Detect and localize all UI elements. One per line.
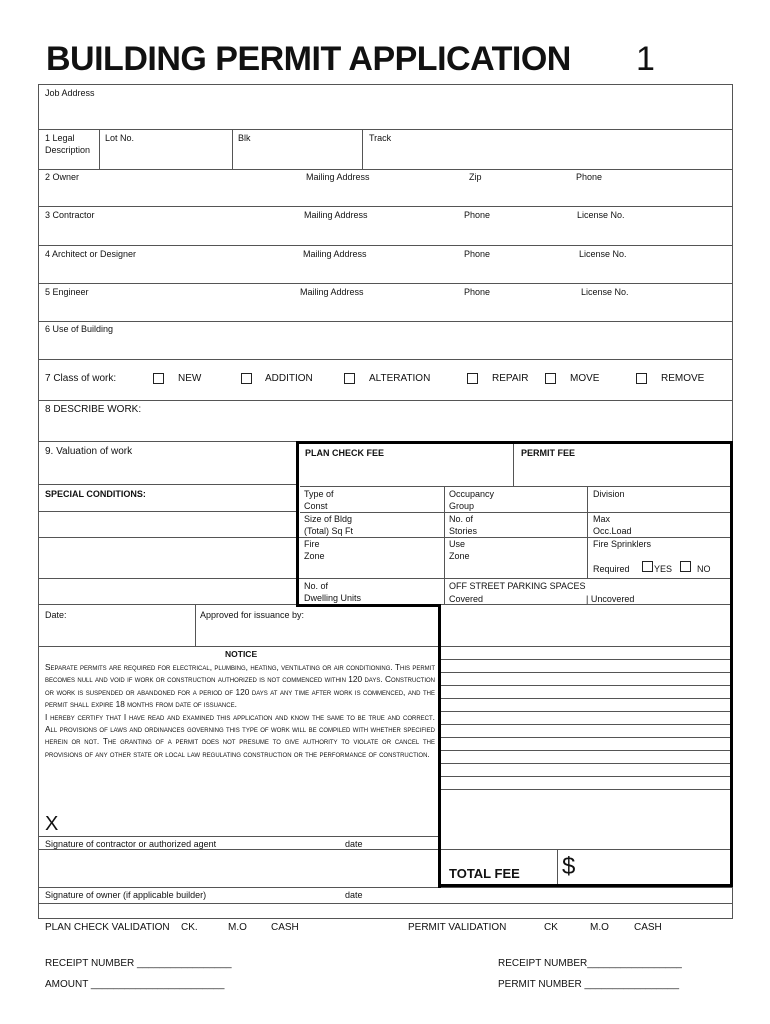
owner-label: 2 Owner [45,172,80,182]
notice-text [45,661,435,760]
plan-check-fee-label: PLAN CHECK FEE [305,448,385,458]
divider [587,486,588,578]
divider [441,849,732,850]
fire-zone-label: Fire Zone [304,539,325,561]
permit-number-label: PERMIT NUMBER _________________ [498,979,680,990]
no-of-stories-label: No. of Stories [449,514,478,536]
repair-checkbox[interactable] [467,373,478,384]
parking-label: OFF STREET PARKING SPACES [449,581,586,591]
owner-signature-label: Signature of owner (if applicable builder) [45,890,207,900]
divider [38,918,732,919]
required-label: Required [593,564,630,574]
divider [38,903,732,904]
divider [99,129,100,169]
architect-phone-label: Phone [464,249,491,259]
architect-mailing-label: Mailing Address [303,249,367,259]
size-of-bldg-label: Size of Bldg (Total) Sq Ft [304,514,354,536]
divider [38,245,732,246]
approved-label: Approved for issuance by: [200,610,305,620]
amount-label: AMOUNT ________________________ [45,979,225,990]
receipt-number-left: RECEIPT NUMBER _________________ [45,958,232,969]
total-fee-label: TOTAL FEE [449,866,520,881]
legal-description-label: 1 Legal Description [45,133,91,155]
fee-box-step [296,604,441,607]
architect-label: 4 Architect or Designer [45,249,137,259]
alteration-checkbox[interactable] [344,373,355,384]
notice-paragraph-2: I hereby certify that I have read and examined this application and know the same to be true and correct. All provisions of laws and ordinances governing this type of work will be compiled with whether specified herein or not. The granting of a permit does not presume to give authority to violate or cancel the provisions of any other state or local law regulating construction or the performance of construction. [45,711,435,759]
divider [38,400,732,401]
uncovered-label: | Uncovered [586,594,635,604]
page-number: 1 [636,40,655,78]
lot-no-label: Lot No. [105,133,135,143]
contractor-date-label: date [345,839,363,849]
addition-option-label: ADDITION [265,373,313,384]
plan-check-ck-label: CK. [181,922,198,933]
divider [300,512,732,513]
divider [38,359,732,360]
architect-license-label: License No. [579,249,627,259]
divider [38,169,732,170]
yes-label: YES [654,564,673,574]
contractor-mailing-label: Mailing Address [304,210,368,220]
form-left-border [38,84,39,919]
receipt-number-right: RECEIPT NUMBER_________________ [498,958,682,969]
owner-date-label: date [345,890,363,900]
divider [38,887,732,888]
divider [38,283,732,284]
divider [444,486,445,604]
permit-ck-label: CK [544,922,558,933]
signature-x-mark: X [45,813,59,835]
divider [232,129,233,169]
dwelling-units-label: No. of Dwelling Units [304,581,362,603]
date-label: Date: [45,610,67,620]
divider [38,129,732,130]
divider [441,776,732,777]
plan-check-cash-label: CASH [271,922,299,933]
divider [38,836,438,837]
notice-paragraph-1: Separate permits are required for electrical, plumbing, heating, ventilating or air conditioning. This permit becomes null and void if work or construction authorized is not commenced within 120 days. Construction or work is suspended or abandoned for a period of 120 days at any time after work is commenced, and the permit shall expire 18 months from date of issuance. [45,662,435,710]
engineer-label: 5 Engineer [45,287,89,297]
describe-work-label: 8 DESCRIBE WORK: [45,404,142,415]
use-of-building-label: 6 Use of Building [45,324,114,334]
divider [557,849,558,884]
fee-box-top [296,441,733,444]
engineer-license-label: License No. [581,287,629,297]
job-address-label: Job Address [45,88,95,98]
addition-checkbox[interactable] [241,373,252,384]
divider [38,511,298,512]
divider [441,646,732,647]
covered-label: Covered [449,594,484,604]
divider [195,604,196,646]
fee-box-left [296,441,299,607]
fee-box-inner-left [438,604,441,888]
remove-checkbox[interactable] [636,373,647,384]
divider [441,711,732,712]
plan-check-mo-label: M.O [228,922,247,933]
move-option-label: MOVE [570,373,600,384]
owner-phone-label: Phone [576,172,603,182]
divider [300,486,732,487]
owner-zip-label: Zip [469,172,482,182]
contractor-label: 3 Contractor [45,210,95,220]
notice-heading: NOTICE [225,649,258,659]
permit-cash-label: CASH [634,922,662,933]
dollar-sign: $ [562,853,576,880]
type-of-const-label: Type of Const [304,489,334,511]
fee-box-right [730,441,733,887]
plan-check-validation-label: PLAN CHECK VALIDATION [45,922,170,933]
alteration-option-label: ALTERATION [369,373,431,384]
engineer-mailing-label: Mailing Address [300,287,364,297]
divider [441,750,732,751]
repair-option-label: REPAIR [492,373,529,384]
page-title: BUILDING PERMIT APPLICATION [46,40,571,78]
contractor-phone-label: Phone [464,210,491,220]
class-of-work-label: 7 Class of work: [45,373,117,384]
permit-mo-label: M.O [590,922,609,933]
divider [38,206,732,207]
valuation-label: 9. Valuation of work [45,446,133,457]
max-occ-load-label: Max Occ.Load [593,514,632,536]
divider [441,737,732,738]
occupancy-group-label: Occupancy Group [449,489,495,511]
divider [441,659,732,660]
divider [441,685,732,686]
new-checkbox[interactable] [153,373,164,384]
divider [362,129,363,169]
yes-checkbox[interactable] [642,561,653,572]
fee-box-bottom [438,884,733,887]
no-label: NO [697,564,711,574]
divider [38,484,298,485]
track-label: Track [369,133,392,143]
contractor-license-label: License No. [577,210,625,220]
divider [38,646,438,647]
divider [441,698,732,699]
divider [441,789,732,790]
divider [38,578,732,579]
move-checkbox[interactable] [545,373,556,384]
engineer-phone-label: Phone [464,287,491,297]
fire-sprinklers-label: Fire Sprinklers [593,539,652,549]
divider [38,84,732,85]
divider [441,763,732,764]
divider [513,443,514,486]
no-checkbox[interactable] [680,561,691,572]
contractor-signature-label: Signature of contractor or authorized agent [45,839,217,849]
special-conditions-label: SPECIAL CONDITIONS: [45,489,146,499]
new-option-label: NEW [178,373,202,384]
permit-validation-label: PERMIT VALIDATION [408,922,507,933]
use-zone-label: Use Zone [449,539,470,561]
divider [38,321,732,322]
divider [441,724,732,725]
division-label: Division [593,489,625,499]
owner-mailing-label: Mailing Address [306,172,370,182]
divider [441,672,732,673]
remove-option-label: REMOVE [661,373,705,384]
blk-label: Blk [238,133,251,143]
permit-fee-label: PERMIT FEE [521,448,576,458]
